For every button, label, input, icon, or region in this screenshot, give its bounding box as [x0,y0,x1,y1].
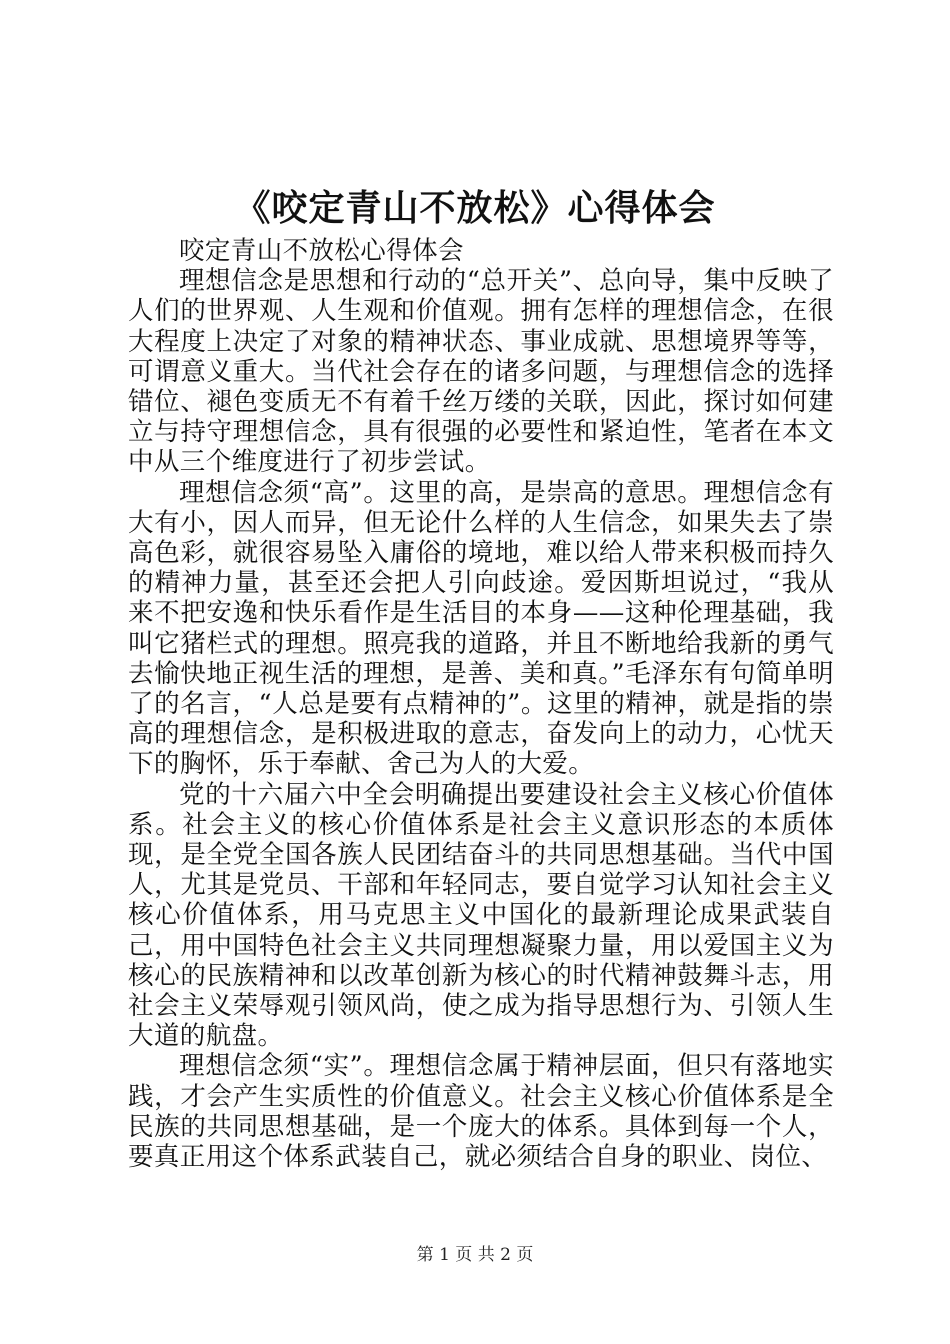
paragraph: 理想信念须“实”。理想信念属于精神层面，但只有落地实践，才会产生实质性的价值意义。社会主义核心价值体系是全民族的共同思想基础，是一个庞大的体系。具体到每一个人，要真正用这个体系武装自己，就必须结合自身的职业、岗位、 [128,1051,834,1173]
paragraph: 理想信念须“高”。这里的高，是崇高的意思。理想信念有大有小，因人而异，但无论什么样的人生信念，如果失去了崇高色彩，就很容易坠入庸俗的境地，难以给人带来积极而持久的精神力量，甚至还会把人引向歧途。爱因斯坦说过，“我从来不把安逸和快乐看作是生活目的本身——这种伦理基础，我叫它猪栏式的理想。照亮我的道路，并且不断地给我新的勇气去愉快地正视生活的理想，是善、美和真。”毛泽东有句简单明了的名言，“人总是要有点精神的”。这里的精神，就是指的崇高的理想信念，是积极进取的意志，奋发向上的动力，心忧天下的胸怀，乐于奉献、舍己为人的大爱。 [128,477,834,780]
paragraph-subtitle: 咬定青山不放松心得体会 [179,236,464,266]
paragraph: 党的十六届六中全会明确提出要建设社会主义核心价值体系。社会主义的核心价值体系是社会主义意识形态的本质体现，是全党全国各族人民团结奋斗的共同思想基础。当代中国人，尤其是党员、干部和年轻同志，要自觉学习认知社会主义核心价值体系，用马克思主义中国化的最新理论成果武装自己，用中国特色社会主义共同理想凝聚力量，用以爱国主义为核心的民族精神和以改革创新为核心的时代精神鼓舞斗志，用社会主义荣辱观引领风尚，使之成为指导思想行为、引领人生大道的航盘。 [128,779,834,1052]
document-title: 《咬定青山不放松》心得体会 [234,187,716,229]
page-number-footer: 第 1 页 共 2 页 [416,1245,534,1265]
paragraph: 理想信念是思想和行动的“总开关”、总向导，集中反映了人们的世界观、人生观和价值观。拥有怎样的理想信念，在很大程度上决定了对象的精神状态、事业成就、思想境界等等，可谓意义重大。当代社会存在的诸多问题，与理想信念的选择错位、褪色变质无不有着千丝万缕的关联，因此，探讨如何建立与持守理想信念，具有很强的必要性和紧迫性，笔者在本文中从三个维度进行了初步尝试。 [128,266,834,478]
document-body [128,236,834,1172]
